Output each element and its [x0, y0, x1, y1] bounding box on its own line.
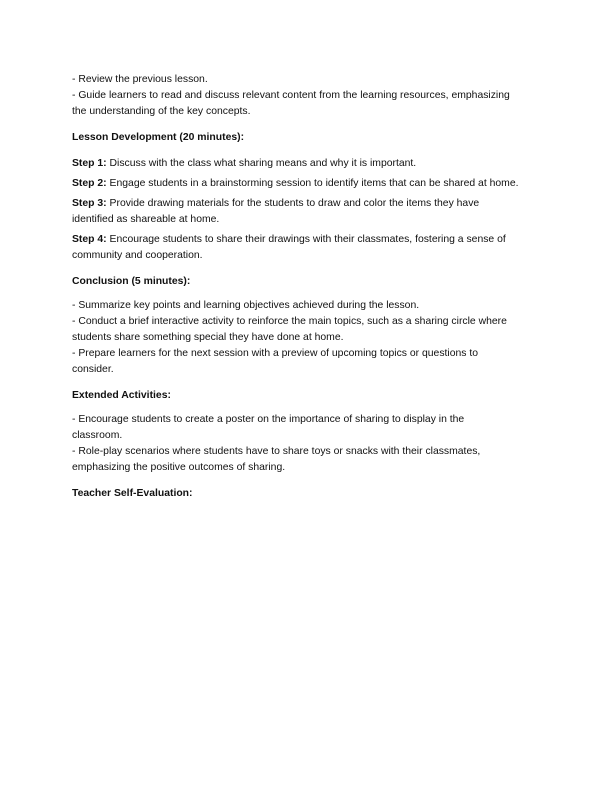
- step-3-text-cont: identified as shareable at home.: [72, 214, 220, 225]
- lesson-development-heading: Lesson Development (20 minutes):: [72, 132, 245, 143]
- conclusion-section: [72, 298, 544, 378]
- step-4: [72, 232, 544, 264]
- intro-section: [72, 72, 544, 120]
- self-evaluation-heading: Teacher Self-Evaluation:: [72, 488, 193, 499]
- step-2-text: Engage students in a brainstorming session to identify items that can be shared at home.: [109, 178, 519, 189]
- step-2: [72, 176, 544, 192]
- conclusion-line: - Conduct a brief interactive activity to reinforce the main topics, such as a sharing circle where: [72, 316, 507, 327]
- extended-activities-line: emphasizing the positive outcomes of sharing.: [72, 462, 286, 473]
- step-3-label: Step 3:: [72, 198, 107, 209]
- step-1-label: Step 1:: [72, 158, 107, 169]
- conclusion-line: - Prepare learners for the next session with a preview of upcoming topics or questions to: [72, 348, 479, 359]
- extended-activities-line: - Encourage students to create a poster on the importance of sharing to display in the: [72, 414, 465, 425]
- conclusion-line: students share something special they have done at home.: [72, 332, 344, 343]
- intro-line: - Guide learners to read and discuss relevant content from the learning resources, emphasizing: [72, 90, 510, 101]
- extended-activities-line: - Role-play scenarios where students have to share toys or snacks with their classmates,: [72, 446, 481, 457]
- extended-activities-heading: Extended Activities:: [72, 390, 171, 401]
- step-4-text: Encourage students to share their drawings with their classmates, fostering a sense of: [109, 234, 506, 245]
- step-4-label: Step 4:: [72, 234, 107, 245]
- step-1-text: Discuss with the class what sharing means and why it is important.: [109, 158, 417, 169]
- conclusion-line: - Summarize key points and learning objectives achieved during the lesson.: [72, 300, 420, 311]
- intro-line: - Review the previous lesson.: [72, 74, 208, 85]
- step-3: [72, 196, 544, 228]
- step-3-text: Provide drawing materials for the students to draw and color the items they have: [109, 198, 480, 209]
- conclusion-heading: Conclusion (5 minutes):: [72, 276, 191, 287]
- intro-line: the understanding of the key concepts.: [72, 106, 251, 117]
- extended-activities-line: classroom.: [72, 430, 123, 441]
- step-2-label: Step 2:: [72, 178, 107, 189]
- document-page: [72, 72, 544, 502]
- step-1: [72, 156, 544, 172]
- step-4-text-cont: community and cooperation.: [72, 250, 203, 261]
- conclusion-line: consider.: [72, 364, 114, 375]
- extended-activities-section: [72, 412, 544, 476]
